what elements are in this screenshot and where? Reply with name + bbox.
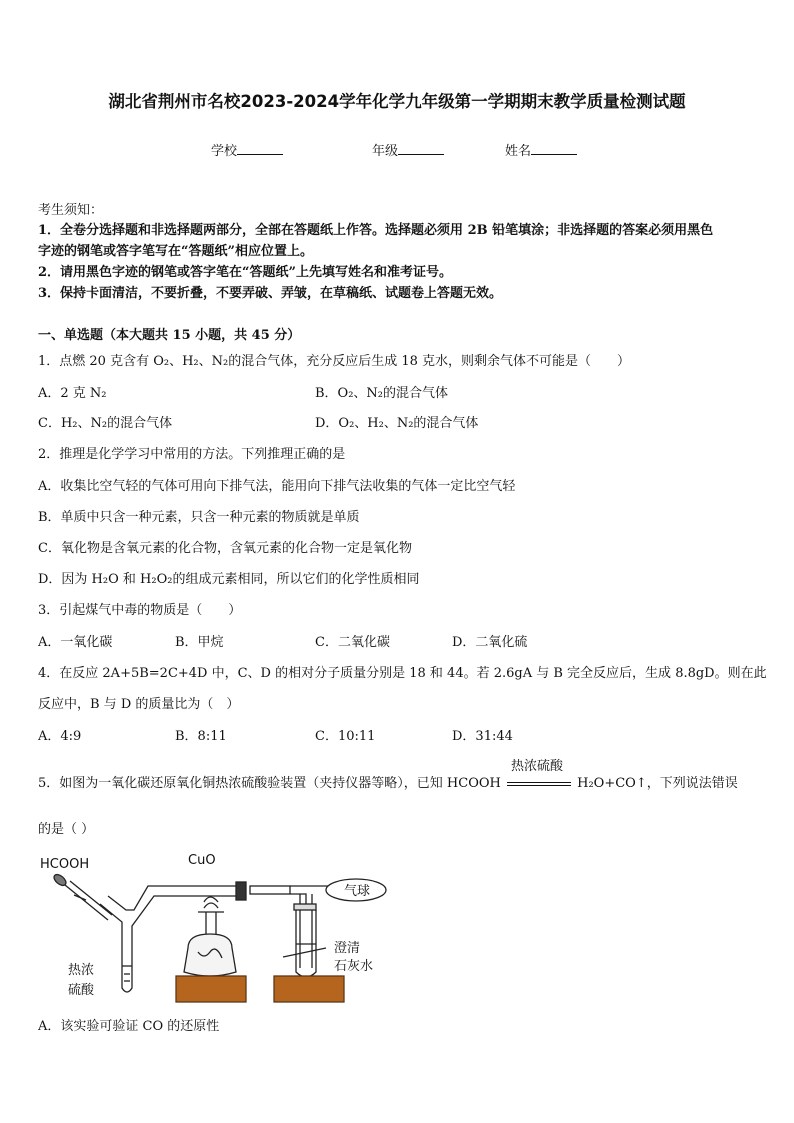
acid-label: 热浓 — [68, 963, 95, 978]
q2-option-a[interactable]: A．收集比空气轻的气体可用向下排气法，能用向下排气法收集的气体一定比空气轻 — [38, 479, 516, 494]
balloon-label: 气球 — [344, 884, 371, 899]
q4-option-d[interactable]: D．31:44 — [452, 729, 513, 744]
notice-item: 2．请用黑色字迹的钢笔或答字笔在“答题纸”上先填写姓名和准考证号。 — [38, 265, 453, 280]
q3-option-c[interactable]: C．二氧化碳 — [315, 635, 390, 650]
q2-option-d[interactable]: D．因为 H₂O 和 H₂O₂的组成元素相同，所以它们的化学性质相同 — [38, 572, 420, 587]
grade-field[interactable] — [372, 140, 444, 159]
q5-stem-post: H₂O+CO↑，下列说法错误 — [577, 776, 738, 791]
cuo-label: CuO — [188, 853, 216, 868]
q3-option-d[interactable]: D．二氧化硫 — [452, 635, 528, 650]
q1-option-b[interactable]: B．O₂、N₂的混合气体 — [315, 386, 449, 401]
section-heading: 一、单选题（本大题共 15 小题，共 45 分） — [38, 328, 301, 343]
q4-stem: 4．在反应 2A+5B=2C+4D 中，C、D 的相对分子质量分别是 18 和 44。若 2.6gA 与 B 完全反应后，生成 8.8gD。则在此 — [38, 666, 767, 681]
q4-option-b[interactable]: B．8:11 — [175, 729, 227, 744]
acid-label-2: 硫酸 — [68, 983, 95, 998]
q3-option-b[interactable]: B．甲烷 — [175, 635, 224, 650]
reaction-arrow — [507, 759, 571, 793]
name-field[interactable] — [505, 140, 577, 159]
q1-option-a[interactable]: A．2 克 N₂ — [38, 386, 107, 401]
notice-item: 字迹的钢笔或答字笔写在“答题纸”相应位置上。 — [38, 244, 313, 259]
q2-option-c[interactable]: C．氧化物是含氧元素的化合物，含氧元素的化合物一定是氧化物 — [38, 541, 412, 556]
q4-option-c[interactable]: C．10:11 — [315, 729, 376, 744]
reaction-condition: 热浓硫酸 — [510, 759, 563, 774]
q1-option-d[interactable]: D．O₂、H₂、N₂的混合气体 — [315, 416, 479, 431]
q5-stem-pre: 5．如图为一氧化碳还原氧化铜热浓硫酸验装置（夹持仪器等略），已知 HCOOH — [38, 776, 501, 791]
limewater-label: 澄清 — [334, 941, 361, 956]
q2-stem: 2．推理是化学学习中常用的方法。下列推理正确的是 — [38, 447, 346, 462]
q2-option-b[interactable]: B．单质中只含一种元素，只含一种元素的物质就是单质 — [38, 510, 360, 525]
q4-stem-continued: 反应中，B 与 D 的质量比为（ ） — [38, 697, 240, 712]
notice-item: 3．保持卡面清洁，不要折叠，不要弄破、弄皱，在草稿纸、试题卷上答题无效。 — [38, 286, 503, 301]
q5-stem — [38, 759, 738, 793]
hcooh-label: HCOOH — [40, 857, 90, 872]
grade-label: 年级 — [372, 144, 399, 159]
notice-item: 1．全卷分选择题和非选择题两部分，全部在答题纸上作答。选择题必须用 2B 铅笔填涂；非选择题的答案必须用黑色 — [38, 223, 714, 238]
experiment-apparatus-diagram — [38, 848, 408, 1006]
q5-stem-continued: 的是（ ） — [38, 822, 95, 837]
q3-stem: 3．引起煤气中毒的物质是（ ） — [38, 603, 242, 618]
q4-option-a[interactable]: A．4:9 — [38, 729, 82, 744]
page-title: 湖北省荆州市名校2023-2024学年化学九年级第一学期期末教学质量检测试题 — [108, 92, 686, 111]
notice-header: 考生须知： — [38, 203, 104, 218]
q1-option-c[interactable]: C．H₂、N₂的混合气体 — [38, 416, 173, 431]
school-field[interactable] — [211, 140, 283, 159]
q5-option-a[interactable]: A．该实验可验证 CO 的还原性 — [38, 1019, 220, 1034]
q3-option-a[interactable]: A．一氧化碳 — [38, 635, 113, 650]
school-label: 学校 — [211, 144, 238, 159]
name-label: 姓名 — [505, 144, 532, 159]
limewater-label-2: 石灰水 — [334, 959, 374, 974]
q1-stem: 1．点燃 20 克含有 O₂、H₂、N₂的混合气体，充分反应后生成 18 克水，则剩余气体不可能是（ ） — [38, 354, 631, 369]
